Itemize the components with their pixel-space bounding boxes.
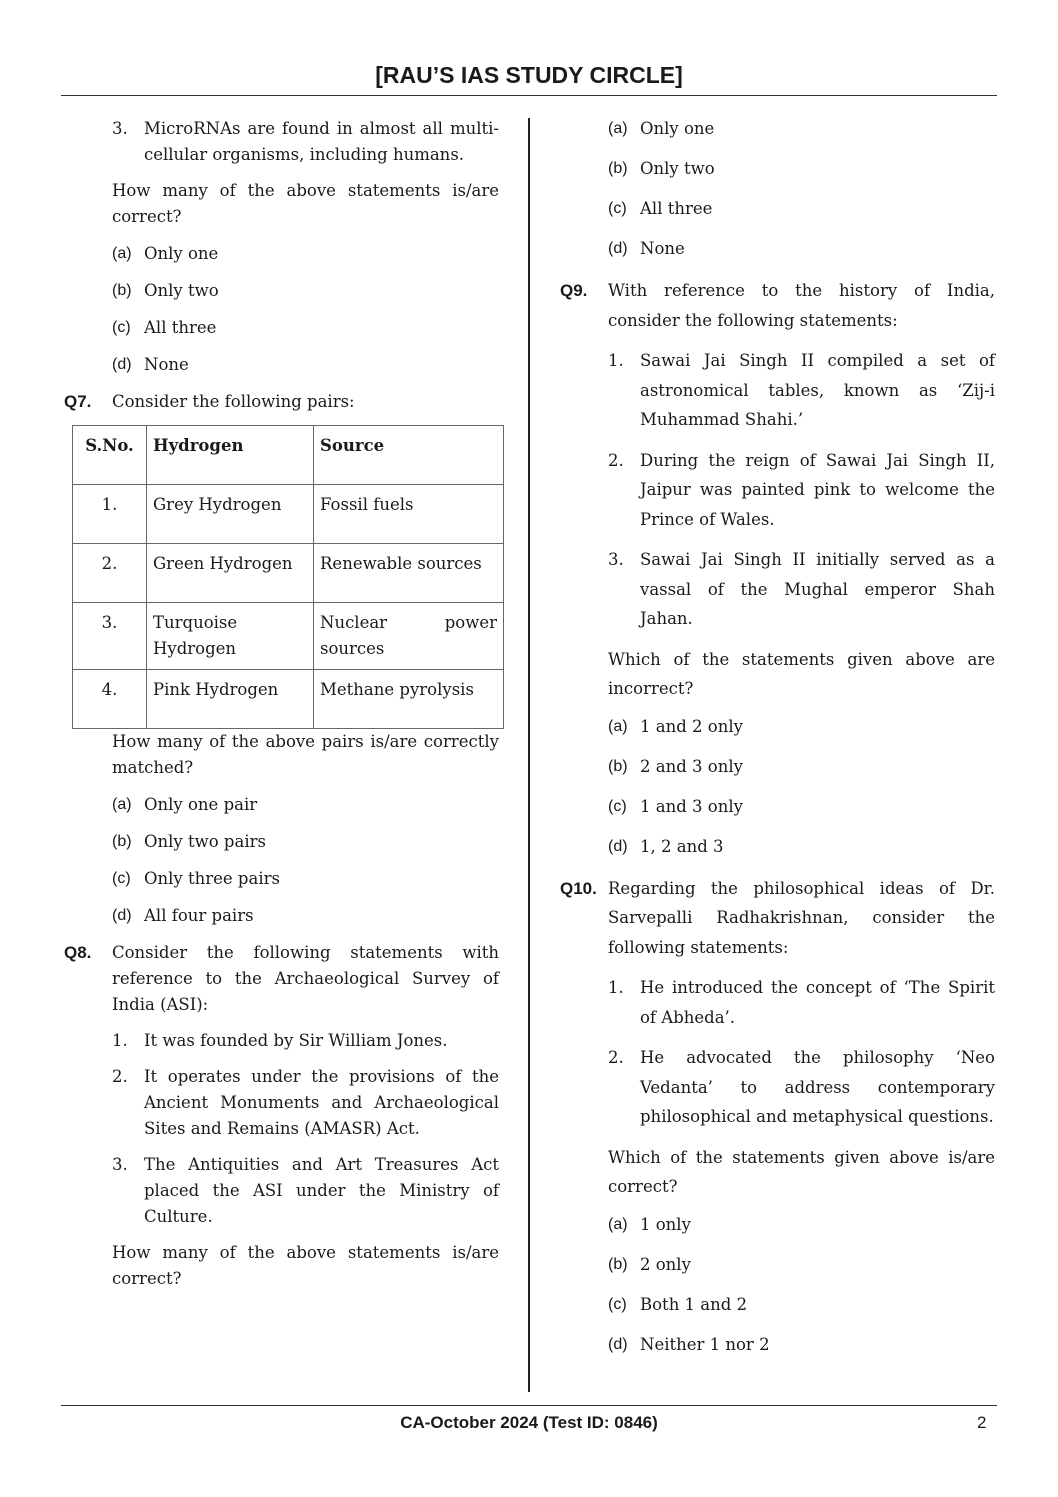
q7-prompt: How many of the above pairs is/are correctly matched?: [112, 732, 499, 777]
q8-option-b: (b) Only two: [608, 159, 715, 178]
table-header: Source: [314, 426, 504, 485]
q9-statement-1: 1. Sawai Jai Singh II compiled a set of astronomical tables, known as ‘Zij-i Muhammad Shahi.’: [608, 351, 995, 429]
hydrogen-pairs-table: [72, 425, 504, 729]
table-cell: Turquoise Hydrogen: [147, 603, 314, 670]
table-header-row: [73, 426, 504, 485]
q6-option-b: (b) Only two: [112, 281, 219, 300]
q8-option-d: (d) None: [608, 239, 685, 258]
q8-statement-3: 3. The Antiquities and Art Treasures Act placed the ASI under the Ministry of Culture.: [112, 1155, 499, 1226]
table-header: S.No.: [73, 426, 147, 485]
table-header: Hydrogen: [147, 426, 314, 485]
table-cell: 3.: [73, 603, 147, 670]
q7-text: Consider the following pairs:: [112, 392, 355, 411]
q8-text: Consider the following statements with reference to the Archaeological Survey of India (ASI):: [112, 943, 499, 1014]
q9-prompt: Which of the statements given above are incorrect?: [608, 649, 995, 698]
table-cell: Methane pyrolysis: [314, 670, 504, 729]
table-cell: Grey Hydrogen: [147, 485, 314, 544]
footer-test-id: CA-October 2024 (Test ID: 0846): [400, 1413, 658, 1432]
q8-number: Q8.: [64, 943, 92, 962]
q8-question: [62, 940, 499, 1018]
q8-statement-2: 2. It operates under the provisions of the Ancient Monuments and Archaeological Sites and Remains (AMASR) Act.: [112, 1067, 499, 1138]
left-column: [62, 116, 499, 1303]
footer-divider: [61, 1405, 997, 1406]
table-cell: 4.: [73, 670, 147, 729]
q10-option-c: (c) Both 1 and 2: [608, 1294, 748, 1314]
q10-option-b: (b) 2 only: [608, 1254, 691, 1274]
q7-option-c: (c) Only three pairs: [112, 869, 280, 888]
q10-statement-1: 1. He introduced the concept of ‘The Spirit of Abheda’.: [608, 978, 995, 1027]
page-header-title: [RAU’S IAS STUDY CIRCLE]: [375, 62, 683, 88]
q10-option-d: (d) Neither 1 nor 2: [608, 1334, 770, 1354]
q6-option-c: (c) All three: [112, 318, 217, 337]
q8-option-a: (a) Only one: [608, 119, 715, 138]
right-column: [558, 116, 995, 1372]
q6-statement-3: 3. MicroRNAs are found in almost all multi-cellular organisms, including humans.: [112, 119, 499, 164]
table-cell: Renewable sources: [314, 544, 504, 603]
column-divider: [528, 118, 530, 1392]
table-cell: Nuclear power sources: [314, 603, 504, 670]
q7-option-a: (a) Only one pair: [112, 795, 258, 814]
table-row: [73, 544, 504, 603]
q9-statement-2: 2. During the reign of Sawai Jai Singh II, Jaipur was painted pink to welcome the Prince of Wales.: [608, 450, 995, 529]
q6-option-d: (d) None: [112, 355, 189, 374]
q10-statement-2: 2. He advocated the philosophy ‘Neo Vedanta’ to address contemporary philosophical and metaphysical questions.: [608, 1048, 995, 1126]
q9-option-c: (c) 1 and 3 only: [608, 796, 743, 816]
q7-question: [62, 389, 499, 415]
table-row: [73, 670, 504, 729]
q8-statement-1: 1. It was founded by Sir William Jones.: [112, 1031, 448, 1050]
q10-option-a: (a) 1 only: [608, 1214, 691, 1234]
page-number: 2: [977, 1413, 987, 1432]
table-cell: 2.: [73, 544, 147, 603]
table-cell: 1.: [73, 485, 147, 544]
table-cell: Fossil fuels: [314, 485, 504, 544]
q6-prompt: How many of the above statements is/are correct?: [112, 181, 499, 226]
q9-option-d: (d) 1, 2 and 3: [608, 836, 724, 856]
q8-prompt: How many of the above statements is/are correct?: [112, 1243, 499, 1288]
q8-option-c: (c) All three: [608, 199, 713, 218]
q9-text: With reference to the history of India, consider the following statements:: [608, 281, 995, 330]
q9-statement-3: 3. Sawai Jai Singh II initially served as a vassal of the Mughal emperor Shah Jahan.: [608, 550, 995, 628]
q10-number: Q10.: [560, 878, 597, 898]
q9-option-b: (b) 2 and 3 only: [608, 756, 743, 776]
q9-question: [558, 276, 995, 335]
table-row: [73, 603, 504, 670]
table-cell: Pink Hydrogen: [147, 670, 314, 729]
q7-option-d: (d) All four pairs: [112, 906, 254, 925]
table-cell: Green Hydrogen: [147, 544, 314, 603]
q10-text: Regarding the philosophical ideas of Dr. Sarvepalli Radhakrishnan, consider the following statements:: [608, 878, 995, 957]
q9-number: Q9.: [560, 281, 588, 300]
q7-number: Q7.: [64, 392, 92, 411]
q7-option-b: (b) Only two pairs: [112, 832, 266, 851]
q10-question: [558, 874, 995, 963]
table-row: [73, 485, 504, 544]
q9-option-a: (a) 1 and 2 only: [608, 716, 743, 736]
header-divider: [61, 95, 997, 96]
q10-prompt: Which of the statements given above is/are correct?: [608, 1147, 995, 1196]
q6-option-a: (a) Only one: [112, 244, 219, 263]
